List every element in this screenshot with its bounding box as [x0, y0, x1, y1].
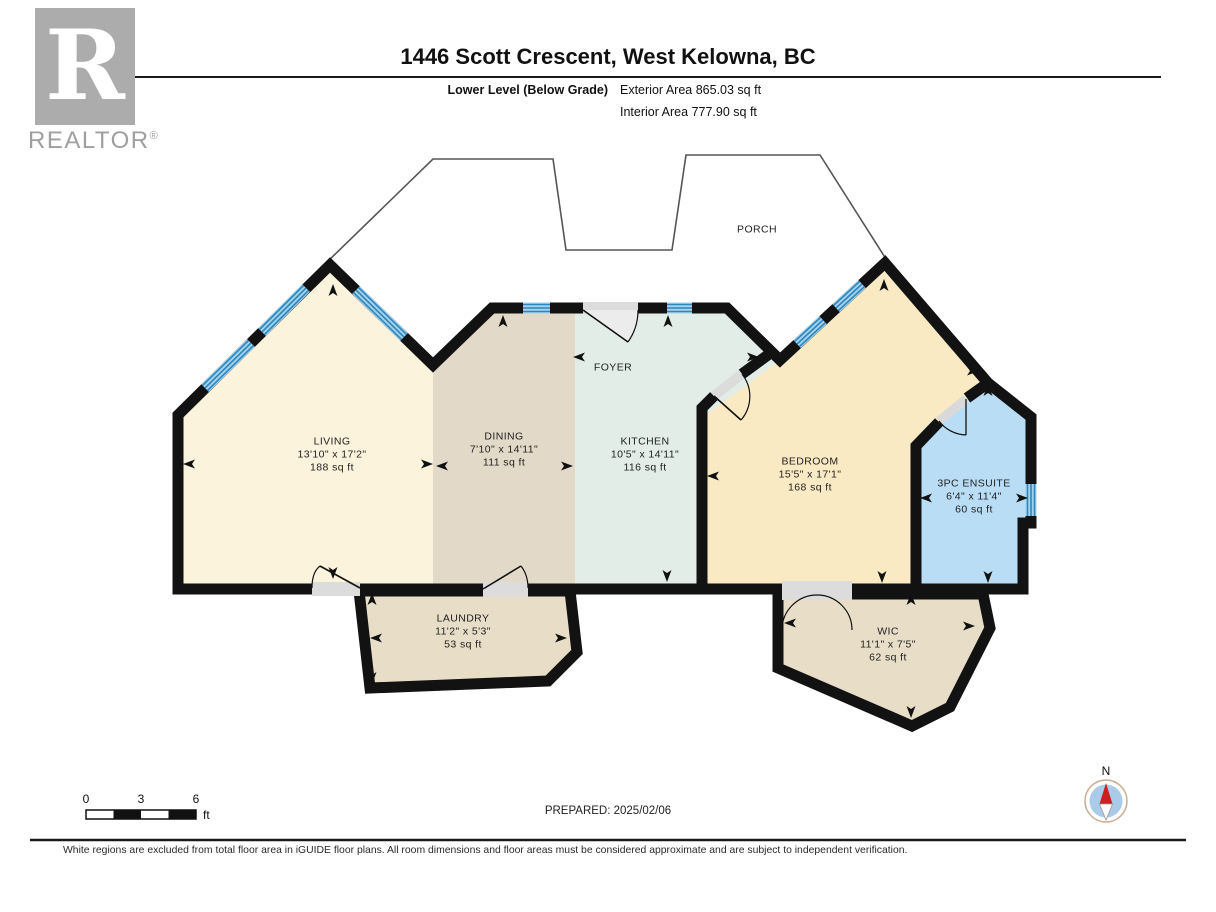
interior-area-text: Interior Area 777.90 sq ft — [620, 105, 757, 119]
page-title: 1446 Scott Crescent, West Kelowna, BC — [400, 44, 816, 69]
window-ensuite-right — [1028, 484, 1035, 516]
scale-tick-0: 0 — [82, 792, 90, 806]
kitchen-name: KITCHEN — [620, 435, 670, 448]
kitchen-area: 116 sq ft — [623, 461, 667, 474]
laundry-dims: 11'2" x 5'3" — [435, 625, 491, 638]
living-name: LIVING — [313, 435, 351, 448]
wic-door-opening — [782, 581, 852, 600]
laundry-name: LAUNDRY — [436, 612, 490, 625]
living-area: 188 sq ft — [310, 461, 354, 474]
exterior-area-text: Exterior Area 865.03 sq ft — [620, 83, 762, 97]
scale-bar — [86, 810, 196, 819]
dining-name: DINING — [484, 430, 524, 443]
scale-unit: ft — [203, 808, 210, 822]
room-label-kitchen — [611, 436, 679, 475]
foyer-name: FOYER — [593, 361, 633, 374]
realtor-logo-letter: R — [45, 9, 125, 122]
room-label-laundry — [435, 613, 491, 652]
realtor-brand-text — [28, 127, 158, 155]
wic-area: 62 sq ft — [869, 651, 907, 664]
room-label-foyer — [594, 362, 632, 375]
window-kitchen-top — [667, 305, 692, 312]
prepared-date: PREPARED: 2025/02/06 — [544, 805, 672, 817]
scale-tick-3: 3 — [137, 792, 145, 806]
porch-outline — [288, 155, 900, 300]
room-label-ensuite — [937, 478, 1010, 517]
wic-dims: 11'1" x 7'5" — [860, 638, 916, 651]
ensuite-dims: 6'4" x 11'4" — [946, 490, 1002, 503]
room-label-porch — [737, 224, 777, 237]
room-label-dining — [470, 431, 538, 470]
disclaimer-text: White regions are excluded from total floor area in iGUIDE floor plans. All room dimensions and floor areas must be considered approximate and are subject to independent verification. — [63, 845, 908, 856]
ensuite-name: 3PC ENSUITE — [937, 477, 1011, 490]
living-room-area — [178, 265, 433, 589]
compass-north-label: N — [1101, 764, 1111, 778]
brand-word: REALTOR — [28, 127, 150, 154]
bedroom-name: BEDROOM — [781, 455, 839, 468]
dining-dims: 7'10" x 14'11" — [469, 443, 539, 456]
bedroom-area: 168 sq ft — [788, 481, 832, 494]
bedroom-dims: 15'5" x 17'1" — [778, 468, 842, 481]
porch-name: PORCH — [737, 223, 777, 236]
ensuite-area: 60 sq ft — [955, 503, 993, 516]
room-label-wic — [860, 626, 916, 665]
scale-tick-6: 6 — [192, 792, 200, 806]
room-label-living — [297, 436, 366, 475]
laundry-area: 53 sq ft — [444, 638, 482, 651]
dining-area: 111 sq ft — [482, 456, 526, 469]
level-label: Lower Level (Below Grade) — [447, 83, 608, 97]
kitchen-dims: 10'5" x 14'11" — [610, 448, 680, 461]
wic-name: WIC — [877, 625, 899, 638]
living-dims: 13'10" x 17'2" — [297, 448, 367, 461]
window-dining-top — [523, 305, 550, 312]
room-label-bedroom — [779, 456, 842, 495]
compass-icon — [1085, 780, 1127, 822]
registered-mark: ® — [149, 130, 158, 142]
